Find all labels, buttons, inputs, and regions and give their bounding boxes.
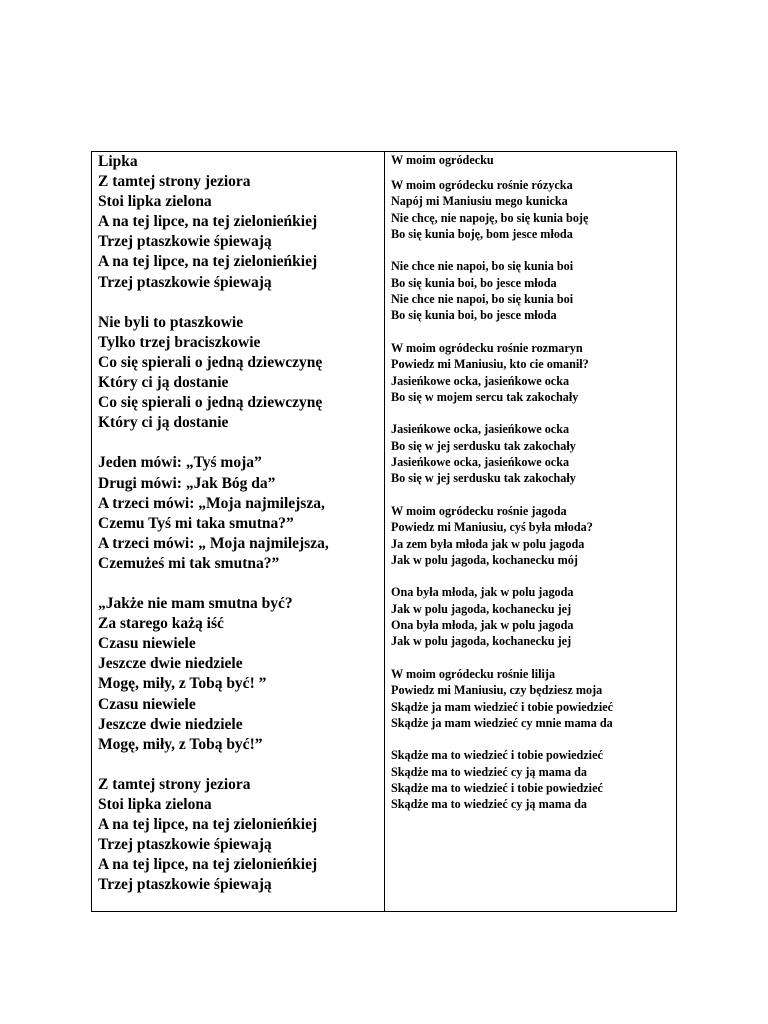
right-verse-line: Jasieńkowe ocka, jasieńkowe ocka: [391, 422, 570, 437]
right-title: W moim ogródecku: [391, 153, 494, 167]
right-verse-line: Bo się kunia boi, bo jesce młoda: [391, 275, 557, 290]
stanza-gap: [391, 568, 676, 584]
left-verse-line: Trzej ptaszkowie śpiewają: [98, 836, 272, 854]
left-verse-line: Z tamtej strony jeziora: [98, 173, 251, 191]
left-verse-line: Czemużeś mi tak smutna?”: [98, 554, 280, 572]
left-verse-line: Który ci ją dostanie: [98, 374, 229, 392]
stanza-gap: [98, 293, 378, 313]
stanza-gap: [98, 574, 378, 594]
left-title: Lipka: [98, 153, 138, 170]
left-verse-line: Jeszcze dwie niedziele: [98, 715, 243, 733]
right-verse-line: Bo się w jej serdusku tak zakochały: [391, 438, 576, 453]
left-verse-line: A na tej lipce, na tej zielonieńkiej: [98, 856, 318, 874]
right-verse-line: Bo się w jej serdusku tak zakochały: [391, 471, 576, 486]
left-verse-line: Mogę, miły, z Tobą być! ”: [98, 675, 267, 693]
left-verse-line: Drugi mówi: „Jak Bóg da”: [98, 474, 276, 492]
right-verse-line: W moim ogródecku rośnie lilija: [391, 666, 556, 681]
right-verse-line: Powiedz mi Maniusiu, cyś była młoda?: [391, 520, 593, 535]
right-verse-line: Jak w polu jagoda, kochanecku jej: [391, 634, 572, 649]
right-verse-line: Jasieńkowe ocka, jasieńkowe ocka: [391, 455, 570, 470]
left-verse-line: A trzeci mówi: „Moja najmilejsza,: [98, 494, 325, 512]
title-gap: [391, 168, 676, 177]
right-verse-line: Skądże ma to wiedzieć i tobie powiedzieć: [391, 748, 603, 763]
stanza-gap: [391, 731, 676, 747]
left-verse-line: Co się spierali o jedną dziewczynę: [98, 394, 323, 412]
right-verse-line: Skądże ja mam wiedzieć i tobie powiedzieć: [391, 699, 614, 714]
right-column: [391, 152, 676, 813]
left-verse-line: A na tej lipce, na tej zielonieńkiej: [98, 213, 318, 231]
right-verse-line: Napój mi Maniusiu mego kunicka: [391, 194, 568, 209]
right-verse-line: Skądże ma to wiedzieć cy ją mama da: [391, 797, 587, 812]
left-verse-line: Trzej ptaszkowie śpiewają: [98, 233, 272, 251]
left-verse-line: Stoi lipka zielona: [98, 193, 212, 211]
stanza-gap: [391, 487, 676, 503]
stanza-gap: [391, 405, 676, 421]
right-verse-line: Powiedz mi Maniusiu, czy będziesz moja: [391, 683, 603, 698]
right-verse-line: Bo się kunia boję, bom jesce młoda: [391, 226, 573, 241]
left-verse-line: Który ci ją dostanie: [98, 414, 229, 432]
left-column: [98, 152, 378, 895]
right-verse-line: Jak w polu jagoda, kochanecku mój: [391, 552, 578, 567]
right-verse-line: Ona była młoda, jak w polu jagoda: [391, 585, 574, 600]
stanza-gap: [391, 650, 676, 666]
right-verse-line: Jak w polu jagoda, kochanecku jej: [391, 601, 572, 616]
right-verse-line: Ona była młoda, jak w polu jagoda: [391, 618, 574, 633]
right-verse-line: Ja zem była młoda jak w polu jagoda: [391, 536, 585, 551]
left-verse-line: Trzej ptaszkowie śpiewają: [98, 273, 272, 291]
left-verse-line: „Jakże nie mam smutna być?: [98, 595, 293, 613]
left-verse-line: Z tamtej strony jeziora: [98, 775, 251, 793]
stanza-gap: [98, 433, 378, 453]
left-verse-line: Tylko trzej braciszkowie: [98, 333, 261, 351]
right-verse-line: Nie chce nie napoi, bo się kunia boi: [391, 292, 574, 307]
right-verse-line: Nie chcę, nie napoję, bo się kunia boję: [391, 210, 589, 225]
stanza-gap: [391, 242, 676, 258]
left-verse-line: Czemu Tyś mi taka smutna?”: [98, 514, 294, 532]
left-verse-line: Jeden mówi: „Tyś moja”: [98, 454, 262, 472]
left-verse-line: Mogę, miły, z Tobą być!”: [98, 735, 263, 753]
left-verse-line: Nie byli to ptaszkowie: [98, 313, 244, 331]
right-verse-line: Bo się kunia boi, bo jesce młoda: [391, 308, 557, 323]
right-verse-line: Skądże ja mam wiedzieć cy mnie mama da: [391, 715, 613, 730]
right-verse-line: W moim ogródecku rośnie rózycka: [391, 178, 573, 192]
left-verse-line: Za starego każą iść: [98, 615, 224, 633]
left-verse-line: Co się spierali o jedną dziewczynę: [98, 353, 323, 371]
right-verse-line: Skądże ma to wiedzieć cy ją mama da: [391, 764, 587, 779]
column-divider: [384, 152, 385, 911]
left-verse-line: Jeszcze dwie niedziele: [98, 655, 243, 673]
left-verse-line: Czasu niewiele: [98, 635, 196, 653]
right-verse-line: Jasieńkowe ocka, jasieńkowe ocka: [391, 373, 570, 388]
right-verse-line: Nie chce nie napoi, bo się kunia boi: [391, 259, 574, 274]
left-verse-line: A na tej lipce, na tej zielonieńkiej: [98, 816, 318, 834]
right-verse-line: Bo się w mojem sercu tak zakochały: [391, 389, 579, 404]
left-verse-line: A na tej lipce, na tej zielonieńkiej: [98, 253, 318, 271]
left-verse-line: Trzej ptaszkowie śpiewają: [98, 876, 272, 894]
poem-table: [91, 151, 677, 912]
right-verse-line: W moim ogródecku rośnie rozmaryn: [391, 340, 583, 355]
left-verse-line: Stoi lipka zielona: [98, 796, 212, 813]
right-verse-line: Powiedz mi Maniusiu, kto cie omanił?: [391, 357, 589, 372]
left-verse-line: Czasu niewiele: [98, 695, 196, 713]
left-verse-line: A trzeci mówi: „ Moja najmilejsza,: [98, 534, 329, 552]
right-verse-line: Skądże ma to wiedzieć i tobie powiedzieć: [391, 780, 603, 795]
stanza-gap: [391, 324, 676, 340]
right-verse-line: W moim ogródecku rośnie jagoda: [391, 503, 567, 518]
stanza-gap: [98, 755, 378, 775]
